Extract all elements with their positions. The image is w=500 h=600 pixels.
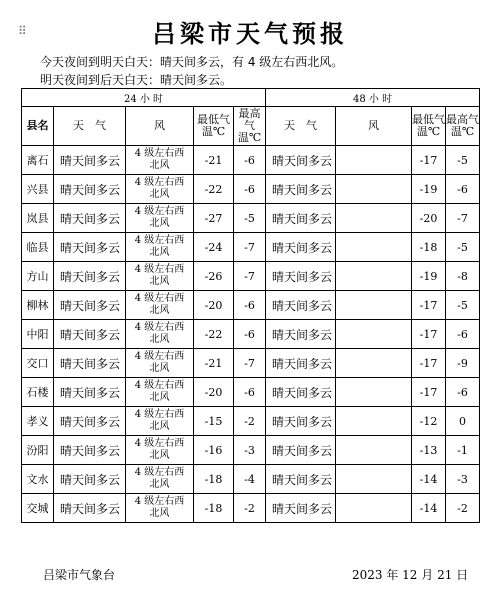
wind-48h-cell <box>336 407 412 436</box>
min-temp-48h-cell: -18 <box>412 233 446 262</box>
col-header-max-temp-24h: 最高气温℃ <box>234 107 266 146</box>
summary-line-tonight: 今天夜间到明天白天：晴天间多云，有 4 级左右西北风。 <box>40 55 344 69</box>
weather-24h-cell: 晴天间多云 <box>54 349 126 378</box>
wind-48h-cell <box>336 465 412 494</box>
wind-24h-cell: 4 级左右西北风 <box>126 349 194 378</box>
weather-48h-cell: 晴天间多云 <box>266 233 336 262</box>
min-temp-24h-cell: -15 <box>194 407 234 436</box>
issuer-label: 吕梁市气象台 <box>43 568 116 582</box>
weather-48h-cell: 晴天间多云 <box>266 436 336 465</box>
weather-48h-cell: 晴天间多云 <box>266 378 336 407</box>
weather-24h-cell: 晴天间多云 <box>54 465 126 494</box>
max-temp-24h-cell: -4 <box>234 465 266 494</box>
weather-24h-cell: 晴天间多云 <box>54 262 126 291</box>
county-cell: 兴县 <box>22 175 54 204</box>
min-temp-24h-cell: -20 <box>194 291 234 320</box>
min-temp-48h-cell: -17 <box>412 378 446 407</box>
col-header-wind-48h: 风 <box>336 107 412 146</box>
table-row <box>22 291 480 320</box>
table-row <box>22 262 480 291</box>
county-cell: 交口 <box>22 349 54 378</box>
col-header-county: 县名 <box>22 107 54 146</box>
min-temp-24h-cell: -16 <box>194 436 234 465</box>
wind-48h-cell <box>336 262 412 291</box>
table-row <box>22 349 480 378</box>
table-row <box>22 407 480 436</box>
min-temp-24h-cell: -18 <box>194 494 234 523</box>
max-temp-24h-cell: -6 <box>234 146 266 175</box>
min-temp-48h-cell: -19 <box>412 262 446 291</box>
weather-24h-cell: 晴天间多云 <box>54 204 126 233</box>
min-temp-24h-cell: -18 <box>194 465 234 494</box>
forecast-summary <box>40 53 480 89</box>
col-header-weather-24h: 天 气 <box>54 107 126 146</box>
min-temp-24h-cell: -21 <box>194 146 234 175</box>
weather-48h-cell: 晴天间多云 <box>266 494 336 523</box>
min-temp-48h-cell: -20 <box>412 204 446 233</box>
page-title: 吕梁市天气预报 <box>152 20 348 48</box>
max-temp-24h-cell: -6 <box>234 320 266 349</box>
min-temp-48h-cell: -17 <box>412 291 446 320</box>
weather-48h-cell: 晴天间多云 <box>266 465 336 494</box>
table-row <box>22 494 480 523</box>
county-cell: 岚县 <box>22 204 54 233</box>
min-temp-24h-cell: -26 <box>194 262 234 291</box>
table-row <box>22 204 480 233</box>
county-cell: 临县 <box>22 233 54 262</box>
min-temp-48h-cell: -14 <box>412 465 446 494</box>
wind-24h-cell: 4 级左右西北风 <box>126 465 194 494</box>
min-temp-48h-cell: -17 <box>412 146 446 175</box>
wind-24h-cell: 4 级左右西北风 <box>126 320 194 349</box>
weather-24h-cell: 晴天间多云 <box>54 291 126 320</box>
max-temp-48h-cell: -5 <box>446 146 480 175</box>
column-header-row <box>22 107 480 146</box>
min-temp-48h-cell: -17 <box>412 320 446 349</box>
county-cell: 孝义 <box>22 407 54 436</box>
table-row <box>22 465 480 494</box>
max-temp-48h-cell: -7 <box>446 204 480 233</box>
max-temp-48h-cell: -3 <box>446 465 480 494</box>
wind-24h-cell: 4 级左右西北风 <box>126 436 194 465</box>
wind-24h-cell: 4 级左右西北风 <box>126 378 194 407</box>
table-row <box>22 436 480 465</box>
max-temp-48h-cell: -1 <box>446 436 480 465</box>
col-header-min-temp-24h: 最低气温℃ <box>194 107 234 146</box>
weather-48h-cell: 晴天间多云 <box>266 349 336 378</box>
min-temp-24h-cell: -24 <box>194 233 234 262</box>
county-cell: 石楼 <box>22 378 54 407</box>
weather-24h-cell: 晴天间多云 <box>54 233 126 262</box>
min-temp-48h-cell: -12 <box>412 407 446 436</box>
table-row <box>22 233 480 262</box>
max-temp-24h-cell: -7 <box>234 349 266 378</box>
weather-48h-cell: 晴天间多云 <box>266 204 336 233</box>
col-header-wind-24h: 风 <box>126 107 194 146</box>
max-temp-24h-cell: -5 <box>234 204 266 233</box>
table-row <box>22 378 480 407</box>
weather-48h-cell: 晴天间多云 <box>266 291 336 320</box>
group-header-24h: 24 小 时 <box>22 89 266 107</box>
max-temp-48h-cell: 0 <box>446 407 480 436</box>
min-temp-48h-cell: -14 <box>412 494 446 523</box>
weather-24h-cell: 晴天间多云 <box>54 146 126 175</box>
weather-24h-cell: 晴天间多云 <box>54 320 126 349</box>
wind-24h-cell: 4 级左右西北风 <box>126 204 194 233</box>
min-temp-48h-cell: -17 <box>412 349 446 378</box>
max-temp-48h-cell: -2 <box>446 494 480 523</box>
county-cell: 中阳 <box>22 320 54 349</box>
min-temp-24h-cell: -21 <box>194 349 234 378</box>
wind-48h-cell <box>336 436 412 465</box>
group-header-48h: 48 小 时 <box>266 89 480 107</box>
group-header-row <box>22 89 480 107</box>
max-temp-48h-cell: -6 <box>446 175 480 204</box>
weather-24h-cell: 晴天间多云 <box>54 494 126 523</box>
county-cell: 方山 <box>22 262 54 291</box>
max-temp-24h-cell: -2 <box>234 494 266 523</box>
wind-48h-cell <box>336 204 412 233</box>
table-row <box>22 175 480 204</box>
wind-48h-cell <box>336 233 412 262</box>
summary-line-tomorrow: 明天夜间到后天白天：晴天间多云。 <box>40 73 233 87</box>
county-cell: 柳林 <box>22 291 54 320</box>
max-temp-48h-cell: -8 <box>446 262 480 291</box>
col-header-weather-48h: 天 气 <box>266 107 336 146</box>
col-header-max-temp-48h: 最高气温℃ <box>446 107 480 146</box>
county-cell: 交城 <box>22 494 54 523</box>
weather-48h-cell: 晴天间多云 <box>266 146 336 175</box>
max-temp-24h-cell: -6 <box>234 291 266 320</box>
weather-24h-cell: 晴天间多云 <box>54 175 126 204</box>
wind-48h-cell <box>336 175 412 204</box>
wind-24h-cell: 4 级左右西北风 <box>126 175 194 204</box>
forecast-table <box>21 88 480 523</box>
weather-48h-cell: 晴天间多云 <box>266 407 336 436</box>
max-temp-48h-cell: -9 <box>446 349 480 378</box>
wind-48h-cell <box>336 378 412 407</box>
wind-24h-cell: 4 级左右西北风 <box>126 262 194 291</box>
min-temp-24h-cell: -22 <box>194 175 234 204</box>
wind-48h-cell <box>336 320 412 349</box>
weather-24h-cell: 晴天间多云 <box>54 378 126 407</box>
wind-24h-cell: 4 级左右西北风 <box>126 233 194 262</box>
max-temp-48h-cell: -6 <box>446 378 480 407</box>
wind-24h-cell: 4 级左右西北风 <box>126 407 194 436</box>
weather-48h-cell: 晴天间多云 <box>266 175 336 204</box>
max-temp-48h-cell: -6 <box>446 320 480 349</box>
issue-date: 2023 年 12 月 21 日 <box>352 568 469 582</box>
county-cell: 离石 <box>22 146 54 175</box>
wind-48h-cell <box>336 146 412 175</box>
weather-24h-cell: 晴天间多云 <box>54 436 126 465</box>
max-temp-24h-cell: -7 <box>234 262 266 291</box>
max-temp-24h-cell: -2 <box>234 407 266 436</box>
col-header-min-temp-48h: 最低气温℃ <box>412 107 446 146</box>
min-temp-48h-cell: -19 <box>412 175 446 204</box>
min-temp-24h-cell: -20 <box>194 378 234 407</box>
wind-24h-cell: 4 级左右西北风 <box>126 146 194 175</box>
min-temp-24h-cell: -22 <box>194 320 234 349</box>
max-temp-24h-cell: -7 <box>234 233 266 262</box>
min-temp-24h-cell: -27 <box>194 204 234 233</box>
county-cell: 文水 <box>22 465 54 494</box>
max-temp-24h-cell: -6 <box>234 378 266 407</box>
wind-24h-cell: 4 级左右西北风 <box>126 291 194 320</box>
max-temp-24h-cell: -3 <box>234 436 266 465</box>
wind-24h-cell: 4 级左右西北风 <box>126 494 194 523</box>
county-cell: 汾阳 <box>22 436 54 465</box>
max-temp-48h-cell: -5 <box>446 233 480 262</box>
min-temp-48h-cell: -13 <box>412 436 446 465</box>
weather-48h-cell: 晴天间多云 <box>266 320 336 349</box>
drag-handle-icon[interactable]: ⠿ <box>18 24 26 38</box>
max-temp-48h-cell: -5 <box>446 291 480 320</box>
weather-24h-cell: 晴天间多云 <box>54 407 126 436</box>
wind-48h-cell <box>336 291 412 320</box>
max-temp-24h-cell: -6 <box>234 175 266 204</box>
wind-48h-cell <box>336 494 412 523</box>
table-row <box>22 146 480 175</box>
forecast-table-body <box>22 146 480 523</box>
wind-48h-cell <box>336 349 412 378</box>
weather-48h-cell: 晴天间多云 <box>266 262 336 291</box>
table-row <box>22 320 480 349</box>
